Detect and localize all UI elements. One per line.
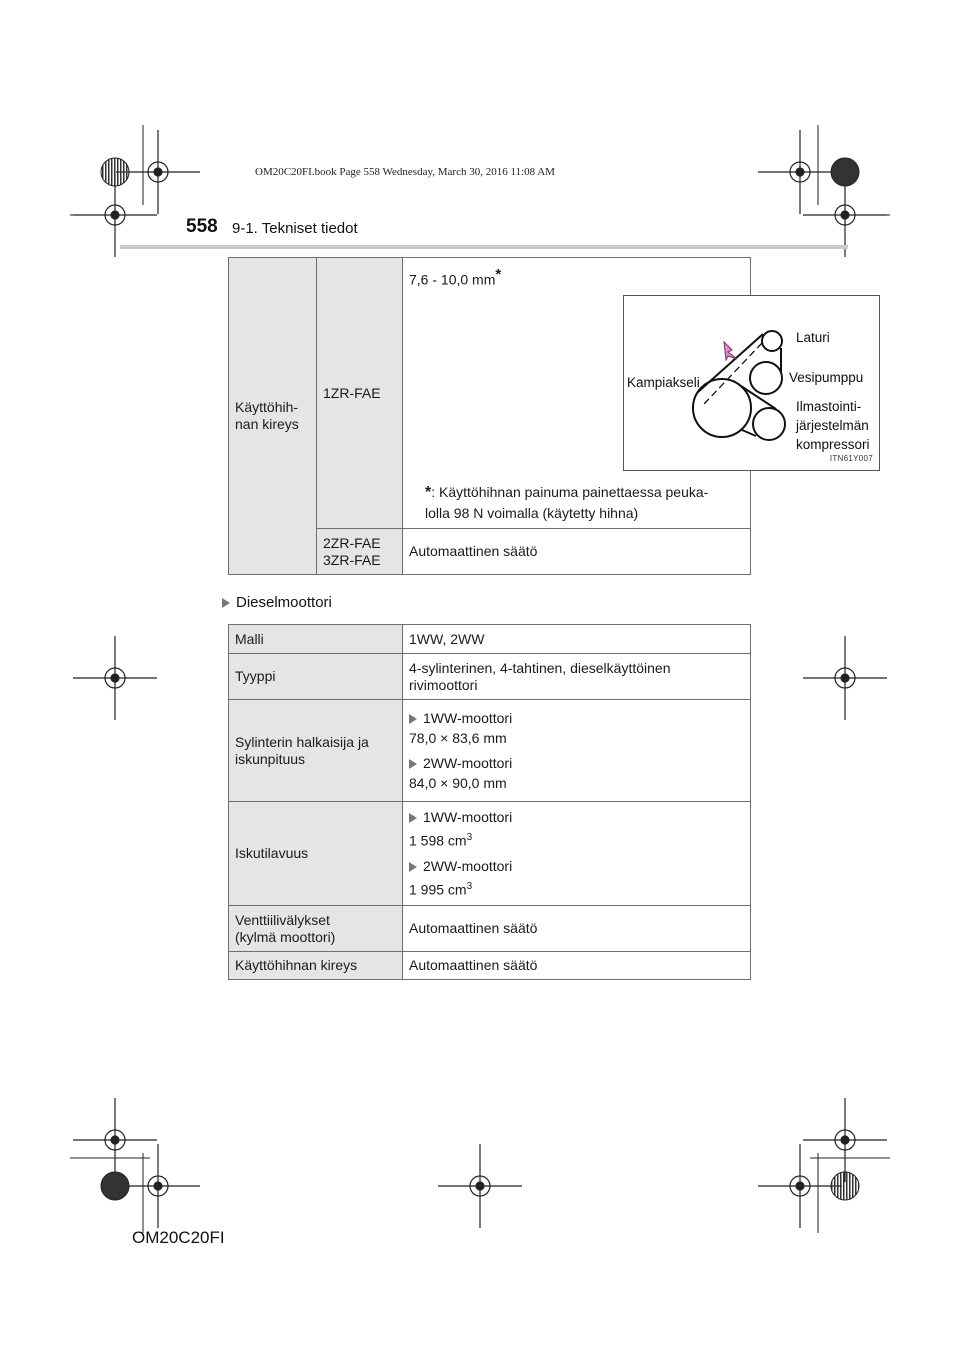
row-value-malli: 1WW, 2WW bbox=[403, 625, 751, 654]
belt-tension-label: Käyttöhih- nan kireys bbox=[229, 258, 317, 575]
row-value-venttiili: Automaattinen säätö bbox=[403, 906, 751, 952]
belt-diagram bbox=[623, 295, 880, 471]
diesel-spec-table bbox=[228, 624, 751, 980]
book-stamp: OM20C20FI.book Page 558 Wednesday, March 30, 2016 11:08 AM bbox=[255, 166, 555, 178]
row-value-kayttohihna: Automaattinen säätö bbox=[403, 952, 751, 980]
footnote-text: : Käyttöhihnan painuma painettaessa peuka- lolla 98 N voimalla (käytetty hihna) bbox=[425, 484, 709, 521]
belt-tension-table bbox=[228, 257, 873, 575]
row-label-venttiili: Venttiilivälykset (kylmä moottori) bbox=[229, 906, 403, 952]
row-label-kayttohihna: Käyttöhihnan kireys bbox=[229, 952, 403, 980]
deflection-mark: * bbox=[495, 266, 502, 283]
row-value-bore: 1WW-moottori 78,0 × 83,6 mm 2WW-moottori 84,0 × 90,0 mm bbox=[403, 700, 751, 802]
diagram-code: ITN61Y007 bbox=[829, 454, 873, 463]
header-rule bbox=[120, 245, 848, 249]
row-value-iskutilavuus: 1WW-moottori 1 598 $cm^3$ 2WW-moottori 1 995 $cm^3$ bbox=[403, 802, 751, 906]
footer-code: OM20C20FI bbox=[132, 1228, 225, 1247]
label-ilmastointi: Ilmastointi- järjestelmän kompressori bbox=[796, 399, 870, 452]
row-label-bore: Sylinterin halkaisija ja iskunpituus bbox=[229, 700, 403, 802]
row-label-iskutilavuus: Iskutilavuus bbox=[229, 802, 403, 906]
bullet-icon bbox=[222, 598, 230, 608]
label-laturi: Laturi bbox=[796, 330, 830, 345]
bullet-icon bbox=[409, 759, 417, 769]
row-label-malli: Malli bbox=[229, 625, 403, 654]
bullet-icon bbox=[409, 714, 417, 724]
label-kampiakseli: Kampiakseli bbox=[627, 375, 700, 390]
bullet-icon bbox=[409, 813, 417, 823]
section-title: 9-1. Tekniset tiedot bbox=[232, 220, 358, 237]
deflection-value: 7,6 - 10,0 mm bbox=[409, 271, 496, 288]
row-label-tyyppi: Tyyppi bbox=[229, 654, 403, 700]
row-value-tyyppi: 4-sylinterinen, 4-tahtinen, dieselkäyttöinen rivimoottori bbox=[403, 654, 751, 700]
bullet-icon bbox=[409, 862, 417, 872]
belt-deflection-cell bbox=[403, 258, 873, 529]
page-number: 558 bbox=[186, 216, 218, 237]
footnote-mark: * bbox=[425, 484, 432, 501]
engine-2zr-value: Automaattinen säätö bbox=[403, 529, 751, 575]
engine-2zr-3zr-label: 2ZR-FAE 3ZR-FAE bbox=[317, 529, 403, 575]
label-vesipumppu: Vesipumppu bbox=[789, 370, 864, 385]
engine-1zr-label: 1ZR-FAE bbox=[317, 258, 403, 529]
diesel-heading: Dieselmoottori bbox=[222, 594, 332, 611]
